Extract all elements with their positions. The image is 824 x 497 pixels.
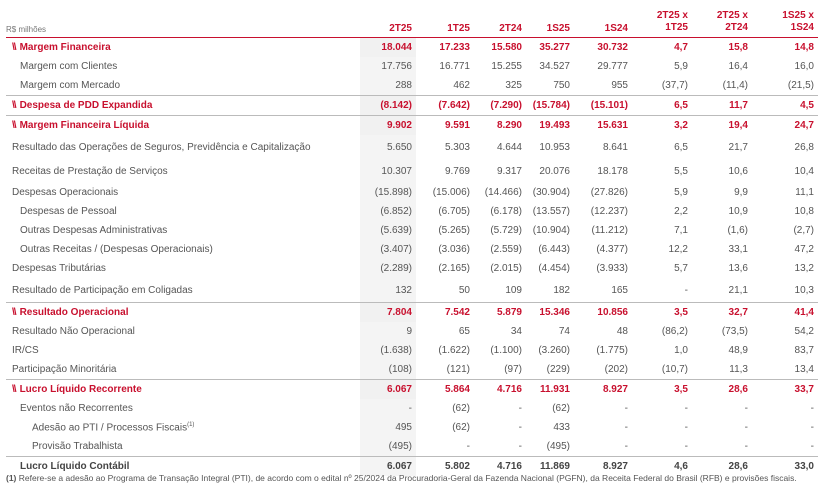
variation-cell: 21,1 [728, 284, 748, 296]
value-cell: 11.931 [526, 380, 574, 400]
variation-cell: 6,5 [632, 96, 692, 116]
value-cell: (6.852) [360, 202, 416, 221]
row-label [6, 38, 360, 58]
table-row [6, 116, 818, 136]
footnote-marker: (1) [6, 473, 17, 483]
value-cell: 5.864 [416, 380, 474, 400]
row-label [6, 259, 360, 278]
variation-header-bottom: 1T25 [665, 22, 688, 33]
value-cell: 17.233 [416, 38, 474, 58]
variation-cell: 11,3 [729, 364, 748, 375]
value-cell: 462 [453, 80, 470, 91]
value-cell: 48 [616, 326, 628, 337]
value-cell: (3.407) [360, 240, 416, 259]
variation-cell: 11,7 [692, 96, 752, 116]
variation-header-bottom: 2T24 [725, 22, 748, 33]
table-row [6, 135, 818, 159]
value-cell: 8.641 [602, 141, 628, 153]
variation-cell: 6,5 [674, 141, 688, 153]
financial-table-container [6, 4, 818, 476]
income-statement-table [6, 4, 818, 476]
row-label [6, 135, 360, 159]
table-row [6, 437, 818, 457]
variation-cell: 2,2 [674, 206, 688, 217]
variation-cell: 5,9 [674, 187, 688, 198]
variation-cell: 54,2 [794, 326, 814, 337]
value-cell: - [360, 399, 416, 418]
variation-cell: 7,1 [674, 225, 688, 236]
value-cell: (97) [504, 364, 522, 375]
row-label-text: Eventos não Recorrentes [20, 403, 133, 414]
table-row [6, 303, 818, 323]
variation-cell: (1,6) [727, 225, 748, 236]
value-cell: 10.953 [539, 141, 570, 153]
variation-cell: 13,2 [794, 263, 814, 274]
value-cell: 6.067 [360, 380, 416, 400]
value-cell: 8.927 [574, 380, 632, 400]
row-label-text: Lucro Líquido Recorrente [19, 384, 142, 395]
variation-cell: 16,0 [794, 61, 814, 72]
value-cell: 5.802 [416, 457, 474, 477]
value-cell: 8.290 [474, 116, 526, 136]
table-row [6, 38, 818, 58]
variation-cell: - [684, 422, 688, 433]
value-cell: (11.212) [591, 225, 628, 236]
value-cell: - [624, 403, 628, 414]
value-cell: 11.869 [526, 457, 574, 477]
variation-cell: - [744, 422, 748, 433]
value-cell: 15.255 [491, 61, 522, 72]
table-row [6, 96, 818, 116]
value-cell: 9.769 [444, 165, 470, 177]
column-header: 1S25 [526, 4, 574, 38]
value-cell: (1.638) [360, 341, 416, 360]
row-label-text: Participação Minoritária [12, 364, 117, 375]
variation-header-top: 1S25 x [782, 10, 814, 21]
row-label-text: Outras Despesas Administrativas [20, 225, 168, 236]
table-body [6, 38, 818, 477]
value-cell: (62) [452, 422, 470, 433]
variation-cell: (37,7) [661, 80, 688, 91]
value-cell: (5.265) [438, 225, 470, 236]
value-cell: (5.729) [490, 225, 522, 236]
value-cell: (15.898) [360, 183, 416, 202]
variation-cell: 19,4 [692, 116, 752, 136]
variation-cell: 41,4 [752, 303, 818, 323]
row-label [6, 240, 360, 259]
value-cell: (2.165) [438, 263, 470, 274]
table-row [6, 322, 818, 341]
variation-header-top: 2T25 x [656, 10, 688, 21]
value-cell: (229) [546, 364, 570, 375]
variation-cell: (10,7) [661, 364, 688, 375]
row-label-text: Resultado das Operações de Seguros, Previdência e Capitalização [12, 141, 311, 153]
value-cell: (27.826) [590, 187, 628, 198]
unit-label: R$ milhões [6, 4, 360, 38]
row-label-text: IR/CS [12, 345, 39, 356]
variation-header [692, 4, 752, 38]
value-cell: 34.527 [539, 61, 570, 72]
value-cell: (2.015) [490, 263, 522, 274]
value-cell: (13.557) [532, 206, 570, 217]
value-cell: 8.927 [574, 457, 632, 477]
value-cell: (6.705) [438, 206, 470, 217]
value-cell: (495) [546, 441, 570, 452]
row-label [6, 183, 360, 202]
value-cell: (15.784) [526, 96, 574, 116]
variation-cell: 13,4 [794, 364, 814, 375]
column-header: 2T24 [474, 4, 526, 38]
value-cell: 182 [553, 284, 570, 296]
row-label-text: Margem Financeira [19, 42, 111, 53]
value-cell: (4.377) [596, 244, 628, 255]
value-cell: 165 [611, 284, 628, 296]
row-label-text: Resultado de Participação em Coligadas [12, 284, 193, 296]
value-cell: - [518, 422, 522, 433]
value-cell: 750 [553, 80, 570, 91]
table-row [6, 57, 818, 76]
variation-cell: (86,2) [661, 326, 688, 337]
table-row [6, 76, 818, 96]
value-cell: 5.879 [474, 303, 526, 323]
variation-cell: 3,5 [632, 303, 692, 323]
variation-cell: 32,7 [692, 303, 752, 323]
column-header: 2T25 [360, 4, 416, 38]
table-row [6, 259, 818, 278]
variation-cell: 4,7 [632, 38, 692, 58]
value-cell: 15.580 [474, 38, 526, 58]
variation-cell: 4,5 [752, 96, 818, 116]
variation-cell: 12,2 [668, 244, 688, 255]
table-row [6, 360, 818, 380]
value-cell: 5.303 [444, 141, 470, 153]
value-cell: 17.756 [360, 57, 416, 76]
variation-header-bottom: 1S24 [790, 22, 814, 33]
row-label [6, 380, 360, 400]
row-label [6, 202, 360, 221]
row-label [6, 341, 360, 360]
table-row [6, 380, 818, 400]
value-cell: 6.067 [360, 457, 416, 477]
value-cell: 29.777 [597, 61, 628, 72]
value-cell: 7.804 [360, 303, 416, 323]
value-cell: (8.142) [360, 96, 416, 116]
variation-cell: 9,9 [734, 187, 748, 198]
variation-header [752, 4, 818, 38]
value-cell: (62) [552, 403, 570, 414]
value-cell: 74 [558, 326, 570, 337]
value-cell: (7.642) [416, 96, 474, 116]
variation-cell: 1,0 [674, 345, 688, 356]
variation-cell: - [684, 403, 688, 414]
value-cell: (3.036) [438, 244, 470, 255]
footnote [6, 473, 818, 484]
variation-cell: - [810, 441, 814, 452]
value-cell: 10.856 [574, 303, 632, 323]
value-cell: (2.289) [360, 259, 416, 278]
value-cell: (15.101) [574, 96, 632, 116]
value-cell: (3.933) [596, 263, 628, 274]
value-cell: 325 [505, 80, 522, 91]
variation-cell: (2,7) [793, 225, 814, 236]
value-cell: - [518, 441, 522, 452]
row-label [6, 57, 360, 76]
row-label [6, 278, 360, 303]
variation-cell: 3,5 [632, 380, 692, 400]
table-row [6, 202, 818, 221]
value-cell: - [624, 422, 628, 433]
variation-cell: 10,8 [794, 206, 814, 217]
row-marker-icon: \\ [12, 120, 16, 131]
value-cell: (2.559) [490, 244, 522, 255]
table-row [6, 240, 818, 259]
variation-cell: - [810, 403, 814, 414]
row-label-text: Lucro Líquido Contábil [20, 461, 130, 472]
variation-cell: 28,6 [692, 457, 752, 477]
table-header-row [6, 4, 818, 38]
row-label [6, 360, 360, 380]
row-label-text: Outras Receitas / (Despesas Operacionais) [20, 244, 213, 255]
variation-cell: 24,7 [752, 116, 818, 136]
value-cell: (12.237) [590, 206, 628, 217]
value-cell: 132 [360, 278, 416, 303]
value-cell: 955 [611, 80, 628, 91]
row-label [6, 418, 360, 437]
value-cell: 30.732 [574, 38, 632, 58]
variation-cell: 14,8 [752, 38, 818, 58]
value-cell: (495) [360, 437, 416, 457]
value-cell: 34 [510, 326, 522, 337]
variation-cell: 13,6 [728, 263, 748, 274]
value-cell: 18.178 [597, 165, 628, 177]
variation-cell: 47,2 [794, 244, 814, 255]
value-cell: (4.454) [538, 263, 570, 274]
table-row [6, 221, 818, 240]
row-label-text: Provisão Trabalhista [32, 441, 123, 452]
row-marker-icon: \\ [12, 100, 16, 111]
value-cell: 20.076 [539, 165, 570, 177]
variation-cell: 48,9 [728, 345, 748, 356]
variation-cell: 28,6 [692, 380, 752, 400]
table-row [6, 159, 818, 183]
variation-cell: - [744, 441, 748, 452]
variation-cell: 5,5 [674, 165, 688, 177]
variation-header [632, 4, 692, 38]
row-label-text: Adesão ao PTI / Processos Fiscais [32, 422, 188, 434]
row-label [6, 322, 360, 341]
row-label-text: Margem com Clientes [20, 61, 118, 72]
variation-cell: - [810, 422, 814, 433]
value-cell: (108) [360, 360, 416, 380]
variation-cell: 33,0 [752, 457, 818, 477]
variation-cell: 3,2 [632, 116, 692, 136]
variation-cell: 11,1 [795, 187, 814, 198]
row-label [6, 437, 360, 457]
row-label [6, 399, 360, 418]
row-marker-icon: \\ [12, 42, 16, 53]
variation-cell: (21,5) [787, 80, 814, 91]
row-label-text: Despesas Tributárias [12, 263, 106, 274]
value-cell: 10.307 [360, 159, 416, 183]
row-label [6, 159, 360, 183]
value-cell: 288 [360, 76, 416, 96]
variation-cell: 5,7 [674, 263, 688, 274]
variation-cell: (11,4) [722, 80, 748, 91]
value-cell: 9.591 [416, 116, 474, 136]
value-cell: 4.716 [474, 380, 526, 400]
table-row [6, 418, 818, 437]
row-label [6, 76, 360, 96]
row-label-text: Margem com Mercado [20, 80, 121, 91]
value-cell: 7.542 [416, 303, 474, 323]
row-marker-icon: \\ [12, 307, 16, 318]
table-row [6, 399, 818, 418]
variation-cell: - [684, 284, 688, 296]
table-row [6, 278, 818, 303]
row-label [6, 116, 360, 136]
variation-cell: 10,9 [728, 206, 748, 217]
value-cell: 16.771 [439, 61, 470, 72]
value-cell: (10.904) [532, 225, 570, 236]
table-row [6, 183, 818, 202]
row-label-text: Receitas de Prestação de Serviços [12, 165, 168, 177]
variation-cell: 5,9 [674, 61, 688, 72]
value-cell: 9.317 [496, 165, 522, 177]
value-cell: (62) [452, 403, 470, 414]
value-cell: 4.716 [474, 457, 526, 477]
value-cell: 50 [458, 284, 470, 296]
footnote-reference: (1) [187, 421, 195, 428]
value-cell: - [466, 441, 470, 452]
value-cell: (15.006) [432, 187, 470, 198]
value-cell: (6.443) [538, 244, 570, 255]
value-cell: (5.639) [360, 221, 416, 240]
variation-cell: 10,3 [794, 284, 814, 296]
value-cell: (121) [446, 364, 470, 375]
variation-cell: 10,4 [794, 165, 814, 177]
row-label-text: Despesas de Pessoal [20, 206, 117, 217]
row-label-text: Resultado Operacional [19, 307, 129, 318]
variation-cell: 15,8 [692, 38, 752, 58]
variation-cell: - [684, 441, 688, 452]
variation-cell: 10,6 [728, 165, 748, 177]
row-marker-icon: \\ [12, 384, 16, 395]
column-header: 1S24 [574, 4, 632, 38]
row-label [6, 96, 360, 116]
value-cell: 19.493 [526, 116, 574, 136]
variation-cell: 33,1 [728, 244, 748, 255]
variation-cell: 4,6 [632, 457, 692, 477]
variation-cell: 83,7 [794, 345, 814, 356]
variation-cell: 26,8 [794, 141, 814, 153]
row-label-text: Despesas Operacionais [12, 187, 119, 198]
value-cell: 15.346 [526, 303, 574, 323]
value-cell: (1.622) [438, 345, 470, 356]
value-cell: (3.260) [538, 345, 570, 356]
value-cell: (1.100) [490, 345, 522, 356]
value-cell: (7.290) [474, 96, 526, 116]
row-label-text: Margem Financeira Líquida [19, 120, 150, 131]
value-cell: 9.902 [360, 116, 416, 136]
value-cell: 18.044 [360, 38, 416, 58]
value-cell: 9 [360, 322, 416, 341]
value-cell: 109 [505, 284, 522, 296]
value-cell: 15.631 [574, 116, 632, 136]
value-cell: (6.178) [490, 206, 522, 217]
value-cell: 5.650 [360, 135, 416, 159]
table-row [6, 341, 818, 360]
value-cell: - [624, 441, 628, 452]
value-cell: 433 [553, 422, 570, 433]
row-label-text: Resultado Não Operacional [12, 326, 135, 337]
variation-cell: 21,7 [728, 141, 748, 153]
row-label [6, 303, 360, 323]
value-cell: (202) [604, 364, 628, 375]
value-cell: - [518, 403, 522, 414]
value-cell: (14.466) [484, 187, 522, 198]
value-cell: 495 [360, 418, 416, 437]
column-header: 1T25 [416, 4, 474, 38]
value-cell: (1.775) [596, 345, 628, 356]
value-cell: (30.904) [532, 187, 570, 198]
variation-cell: - [744, 403, 748, 414]
variation-cell: (73,5) [721, 326, 748, 337]
value-cell: 4.644 [496, 141, 522, 153]
value-cell: 35.277 [526, 38, 574, 58]
footnote-text: Refere-se a adesão ao Programa de Transação Integral (PTI), de acordo com o edital nº 25/2024 da Procuradoria-Geral da Fazenda Nacional (PGFN), da Receita Federal do Brasil (RFB) e provisões fiscais. [16, 473, 797, 483]
value-cell: 65 [458, 326, 470, 337]
variation-cell: 33,7 [752, 380, 818, 400]
row-label-text: Despesa de PDD Expandida [19, 100, 153, 111]
variation-cell: 16,4 [728, 61, 748, 72]
row-label [6, 221, 360, 240]
variation-header-top: 2T25 x [716, 10, 748, 21]
